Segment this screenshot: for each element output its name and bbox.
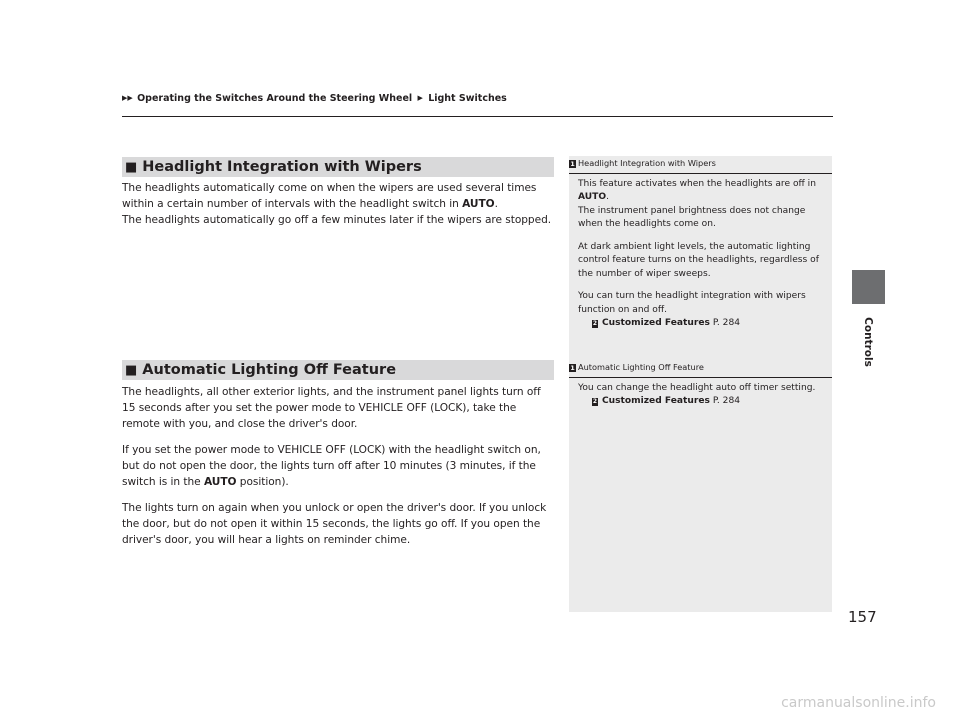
ref-page: P. 284: [709, 318, 741, 328]
cross-reference-link[interactable]: [578, 395, 826, 409]
note-paragraph: [578, 290, 826, 331]
note-paragraph: At dark ambient light levels, the automatic lighting control feature turns on the headlights, regardless of the number of wiper sweeps.: [578, 241, 819, 279]
black-square-icon: ■: [125, 159, 138, 175]
paragraph: [122, 442, 554, 490]
note-text-end: .: [606, 192, 609, 202]
double-triangle-icon: ▶▶: [122, 94, 133, 102]
note-title: [569, 157, 832, 174]
chapter-tab-label[interactable]: [857, 312, 879, 372]
paragraph-text: If you set the power mode to VEHICLE OFF (LOCK) with the headlight switch on, but do not open the door, the lights turn off after 10 minutes (3 minutes, if the switch is in the: [122, 444, 541, 488]
breadcrumb-item-1[interactable]: Operating the Switches Around the Steering Wheel: [137, 93, 413, 104]
paragraph: [122, 180, 554, 228]
switch-label-auto: AUTO: [203, 476, 237, 488]
section-body-headlight-integration: [122, 180, 554, 238]
black-square-icon: ■: [125, 362, 138, 378]
note-text: This feature activates when the headlights are off in: [578, 178, 816, 189]
note-title: [569, 361, 832, 378]
note-title-text: Headlight Integration with Wipers: [578, 158, 716, 168]
note-auto-lighting-off: [569, 361, 832, 418]
ref-label: Customized Features: [602, 396, 710, 406]
header-rule: [122, 116, 833, 117]
note-headlight-integration: [569, 157, 832, 340]
section-heading-text: Automatic Lighting Off Feature: [142, 362, 397, 378]
switch-label-auto: AUTO: [578, 192, 607, 202]
paragraph-text-end: position).: [236, 476, 289, 488]
note-text: You can turn the headlight integration with wipers function on and off.: [578, 291, 806, 315]
page-number: 157: [848, 608, 877, 626]
ref-label: Customized Features: [602, 318, 710, 328]
note-badge-icon: 1: [570, 159, 575, 168]
breadcrumb: [122, 93, 507, 104]
ref-page: P. 284: [709, 396, 741, 406]
section-heading-auto-lighting-off: [122, 360, 554, 380]
note-paragraph: [578, 382, 826, 409]
arrow-ref-icon: 2: [592, 320, 598, 327]
paragraph-text: The headlights automatically come on when the wipers are used several times within a certain number of intervals with the headlight switch in: [122, 182, 537, 210]
watermark: carmanualsonline.info: [781, 695, 936, 711]
note-content: [569, 178, 832, 331]
section-heading-headlight-integration: [122, 157, 554, 177]
paragraph-text-end: .: [494, 198, 498, 210]
chapter-tab-marker: [852, 270, 885, 304]
note-paragraph: [578, 178, 826, 232]
switch-label-auto: AUTO: [462, 198, 495, 210]
note-content: [569, 382, 832, 409]
paragraph-text-second: The headlights automatically go off a few minutes later if the wipers are stopped.: [122, 214, 552, 226]
chapter-tab-text: Controls: [862, 317, 874, 367]
note-text: You can change the headlight auto off timer setting.: [578, 382, 816, 393]
section-body-auto-lighting-off: [122, 384, 554, 558]
note-badge-icon: 1: [570, 363, 575, 372]
triangle-separator-icon: ▶: [417, 94, 423, 102]
arrow-ref-icon: 2: [592, 398, 598, 405]
note-title-text: Automatic Lighting Off Feature: [578, 362, 704, 372]
paragraph: The headlights, all other exterior lights, and the instrument panel lights turn off 15 seconds after you set the power mode to VEHICLE OFF (LOCK), take the remote with you, and close the driver's door.: [122, 386, 541, 430]
paragraph: The lights turn on again when you unlock or open the driver's door. If you unlock the door, but do not open it within 15 seconds, the lights go off. If you open the driver's door, you will hear a lights on reminder chime.: [122, 502, 547, 546]
breadcrumb-item-2[interactable]: Light Switches: [428, 93, 507, 104]
section-heading-text: Headlight Integration with Wipers: [142, 159, 422, 175]
cross-reference-link[interactable]: [578, 317, 826, 331]
note-text-line2: The instrument panel brightness does not change when the headlights come on.: [578, 205, 806, 229]
